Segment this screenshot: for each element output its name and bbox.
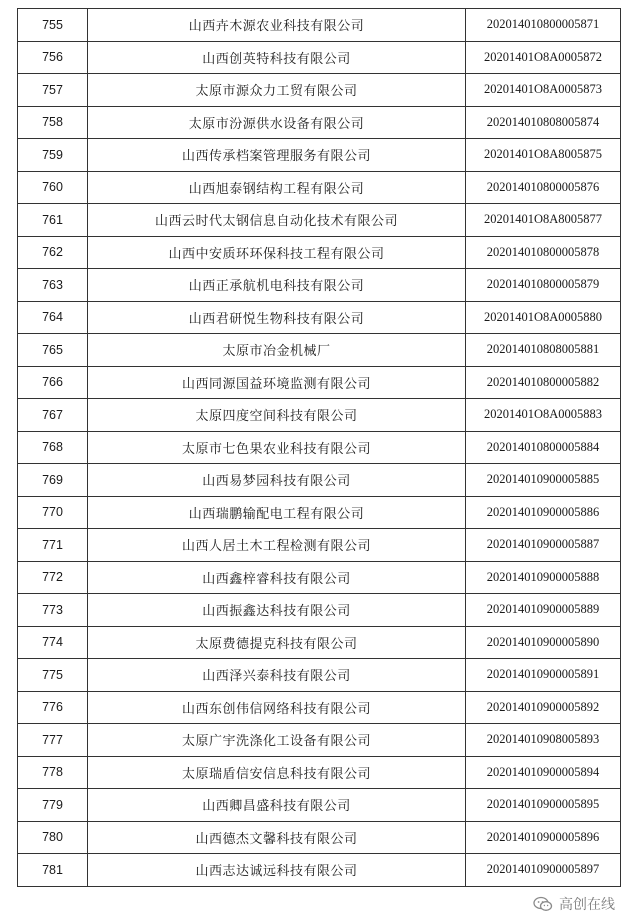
table-row [18, 789, 621, 822]
registration-id-cell: 20201401O8A8005875 [466, 139, 621, 172]
company-name-cell: 太原广宇洗涤化工设备有限公司 [88, 724, 466, 757]
table-row [18, 594, 621, 627]
registration-id-cell: 202014010900005891 [466, 659, 621, 692]
table-row [18, 106, 621, 139]
row-number-cell: 755 [18, 9, 88, 42]
registration-id-cell: 202014010800005871 [466, 9, 621, 42]
row-number-cell: 767 [18, 399, 88, 432]
table-row [18, 9, 621, 42]
registration-id-cell: 202014010900005897 [466, 854, 621, 887]
row-number-cell: 771 [18, 529, 88, 562]
company-name-cell: 太原市汾源供水设备有限公司 [88, 106, 466, 139]
row-number-cell: 765 [18, 334, 88, 367]
table-row [18, 821, 621, 854]
company-name-cell: 山西德杰文馨科技有限公司 [88, 821, 466, 854]
row-number-cell: 772 [18, 561, 88, 594]
table-row [18, 724, 621, 757]
company-name-cell: 山西志达诚远科技有限公司 [88, 854, 466, 887]
row-number-cell: 781 [18, 854, 88, 887]
registration-id-cell: 202014010800005879 [466, 269, 621, 302]
registration-id-cell: 20201401O8A0005873 [466, 74, 621, 107]
registration-id-cell: 20201401O8A0005883 [466, 399, 621, 432]
row-number-cell: 778 [18, 756, 88, 789]
table-row [18, 399, 621, 432]
row-number-cell: 766 [18, 366, 88, 399]
registration-id-cell: 202014010800005884 [466, 431, 621, 464]
company-name-cell: 山西东创伟信网络科技有限公司 [88, 691, 466, 724]
registration-id-cell: 202014010808005874 [466, 106, 621, 139]
table-row [18, 171, 621, 204]
company-table [17, 8, 621, 887]
company-name-cell: 太原费德提克科技有限公司 [88, 626, 466, 659]
registration-id-cell: 20201401O8A0005872 [466, 41, 621, 74]
wechat-icon [533, 896, 553, 912]
table-row [18, 496, 621, 529]
row-number-cell: 769 [18, 464, 88, 497]
watermark-text: 高创在线 [559, 897, 615, 913]
table-row [18, 204, 621, 237]
company-name-cell: 山西正承航机电科技有限公司 [88, 269, 466, 302]
row-number-cell: 773 [18, 594, 88, 627]
registration-id-cell: 202014010808005881 [466, 334, 621, 367]
company-name-cell: 太原市源众力工贸有限公司 [88, 74, 466, 107]
registration-id-cell: 202014010900005892 [466, 691, 621, 724]
row-number-cell: 764 [18, 301, 88, 334]
table-row [18, 464, 621, 497]
row-number-cell: 763 [18, 269, 88, 302]
table-row [18, 41, 621, 74]
registration-id-cell: 202014010900005889 [466, 594, 621, 627]
row-number-cell: 759 [18, 139, 88, 172]
row-number-cell: 774 [18, 626, 88, 659]
registration-id-cell: 202014010900005887 [466, 529, 621, 562]
row-number-cell: 757 [18, 74, 88, 107]
table-row [18, 561, 621, 594]
company-name-cell: 太原瑞盾信安信息科技有限公司 [88, 756, 466, 789]
table-row [18, 334, 621, 367]
table-row [18, 236, 621, 269]
registration-id-cell: 202014010900005885 [466, 464, 621, 497]
company-name-cell: 山西瑞鹏输配电工程有限公司 [88, 496, 466, 529]
company-name-cell: 太原市冶金机械厂 [88, 334, 466, 367]
company-name-cell: 山西卉木源农业科技有限公司 [88, 9, 466, 42]
company-name-cell: 山西鑫梓睿科技有限公司 [88, 561, 466, 594]
table-row [18, 529, 621, 562]
company-name-cell: 山西传承档案管理服务有限公司 [88, 139, 466, 172]
registration-id-cell: 202014010900005896 [466, 821, 621, 854]
company-name-cell: 山西同源国益环境监测有限公司 [88, 366, 466, 399]
registration-id-cell: 202014010900005895 [466, 789, 621, 822]
company-name-cell: 山西卿昌盛科技有限公司 [88, 789, 466, 822]
row-number-cell: 762 [18, 236, 88, 269]
company-name-cell: 太原四度空间科技有限公司 [88, 399, 466, 432]
registration-id-cell: 202014010908005893 [466, 724, 621, 757]
company-name-cell: 山西泽兴泰科技有限公司 [88, 659, 466, 692]
registration-id-cell: 202014010800005882 [466, 366, 621, 399]
row-number-cell: 758 [18, 106, 88, 139]
table-row [18, 756, 621, 789]
registration-id-cell: 202014010900005886 [466, 496, 621, 529]
company-table-body [18, 9, 621, 887]
table-row [18, 431, 621, 464]
row-number-cell: 761 [18, 204, 88, 237]
watermark [533, 894, 615, 914]
row-number-cell: 768 [18, 431, 88, 464]
registration-id-cell: 20201401O8A8005877 [466, 204, 621, 237]
company-name-cell: 山西创英特科技有限公司 [88, 41, 466, 74]
row-number-cell: 779 [18, 789, 88, 822]
company-name-cell: 山西易梦园科技有限公司 [88, 464, 466, 497]
table-row [18, 691, 621, 724]
company-name-cell: 山西君研悦生物科技有限公司 [88, 301, 466, 334]
table-row [18, 139, 621, 172]
company-table-container [17, 8, 620, 887]
table-row [18, 74, 621, 107]
row-number-cell: 777 [18, 724, 88, 757]
table-row [18, 626, 621, 659]
registration-id-cell: 202014010900005894 [466, 756, 621, 789]
company-name-cell: 太原市七色果农业科技有限公司 [88, 431, 466, 464]
company-name-cell: 山西中安质环环保科技工程有限公司 [88, 236, 466, 269]
row-number-cell: 760 [18, 171, 88, 204]
table-row [18, 301, 621, 334]
table-row [18, 269, 621, 302]
registration-id-cell: 20201401O8A0005880 [466, 301, 621, 334]
table-row [18, 854, 621, 887]
company-name-cell: 山西振鑫达科技有限公司 [88, 594, 466, 627]
row-number-cell: 756 [18, 41, 88, 74]
table-row [18, 659, 621, 692]
table-row [18, 366, 621, 399]
row-number-cell: 776 [18, 691, 88, 724]
row-number-cell: 780 [18, 821, 88, 854]
company-name-cell: 山西云时代太钢信息自动化技术有限公司 [88, 204, 466, 237]
registration-id-cell: 202014010900005888 [466, 561, 621, 594]
registration-id-cell: 202014010900005890 [466, 626, 621, 659]
registration-id-cell: 202014010800005878 [466, 236, 621, 269]
row-number-cell: 770 [18, 496, 88, 529]
row-number-cell: 775 [18, 659, 88, 692]
company-name-cell: 山西旭泰钢结构工程有限公司 [88, 171, 466, 204]
company-name-cell: 山西人居土木工程检测有限公司 [88, 529, 466, 562]
registration-id-cell: 202014010800005876 [466, 171, 621, 204]
